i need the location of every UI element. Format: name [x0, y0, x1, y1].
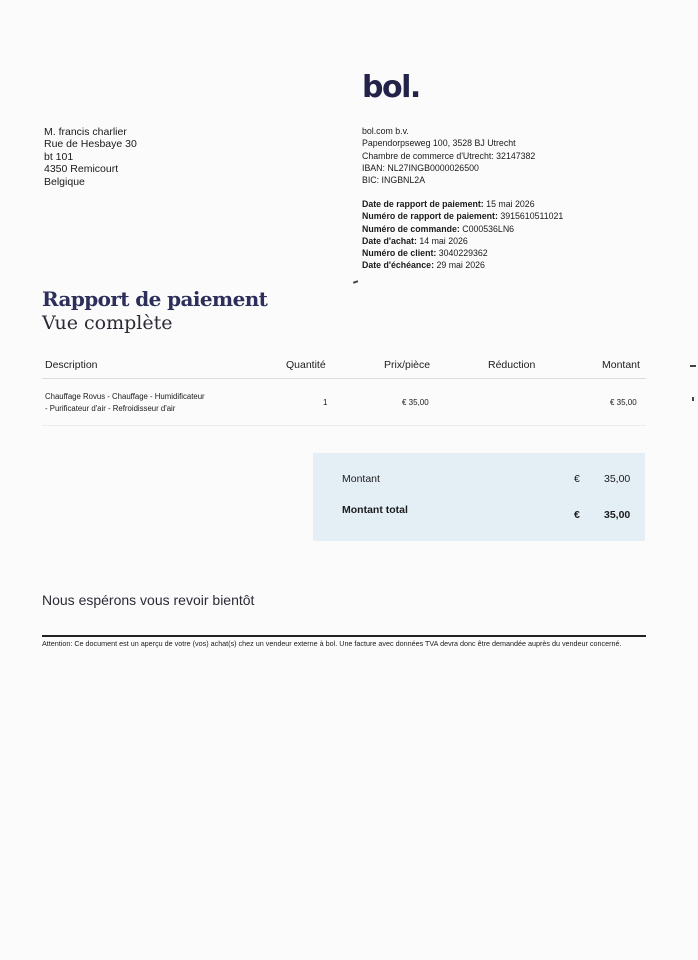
meta-label: Numéro de commande: — [362, 223, 460, 234]
meta-value: 3040229362 — [438, 248, 488, 259]
meta-label: Date d'échéance: — [362, 260, 435, 271]
scan-mark — [690, 365, 696, 367]
meta-value: 29 mai 2026 — [436, 260, 485, 271]
meta-value: 14 mai 2026 — [419, 235, 468, 246]
header-discount: Réduction — [488, 359, 536, 371]
company-line: BIC: INGBNL2A — [362, 175, 426, 186]
company-line: Papendorpseweg 100, 3528 BJ Utrecht — [362, 138, 516, 149]
meta-row — [362, 223, 563, 235]
page-title: Rapport de paiement — [42, 287, 268, 311]
company-line: IBAN: NL27INGB0000026500 — [362, 162, 479, 173]
description-line: - Purificateur d'air - Refroidisseur d'air — [45, 404, 176, 414]
scan-mark — [692, 397, 694, 401]
meta-label: Date d'achat: — [362, 235, 417, 246]
recipient-line: Rue de Hesbaye 30 — [44, 138, 137, 151]
meta-value: 3915610511021 — [500, 211, 564, 222]
meta-row — [362, 198, 563, 210]
recipient-address — [44, 126, 137, 188]
company-line: bol.com b.v. — [362, 126, 409, 136]
meta-value: C000536LN6 — [462, 223, 515, 234]
item-description — [45, 391, 205, 415]
amount-currency: € — [574, 473, 580, 485]
total-label: Montant total — [342, 504, 408, 516]
meta-label: Numéro de rapport de paiement: — [362, 211, 498, 222]
report-meta — [362, 198, 563, 272]
item-amount: € 35,00 — [610, 398, 637, 407]
table-header-divider — [42, 378, 646, 379]
footer-note: Attention: Ce document est un aperçu de votre (vos) achat(s) chez un vendeur externe à bol. Une facture avec données TVA devra donc être demandée auprès du vendeur concerné. — [42, 639, 622, 648]
total-value: 35,00 — [604, 509, 631, 521]
bol-logo: bol. — [362, 70, 420, 105]
amount-label: Montant — [342, 473, 380, 485]
meta-value: 15 mai 2026 — [486, 199, 535, 209]
recipient-line: M. francis charlier — [44, 126, 127, 138]
header-amount: Montant — [602, 359, 640, 371]
recipient-line: Belgique — [44, 175, 85, 188]
recipient-line: bt 101 — [44, 150, 74, 163]
totals-box — [313, 453, 645, 541]
page-subtitle: Vue complète — [42, 312, 173, 334]
item-unit-price: € 35,00 — [402, 398, 429, 407]
scan-mark — [353, 280, 358, 283]
amount-value: 35,00 — [604, 473, 631, 485]
recipient-line: 4350 Remicourt — [44, 163, 119, 176]
meta-label: Numéro de client: — [362, 248, 437, 259]
company-line: Chambre de commerce d'Utrecht: 32147382 — [362, 150, 536, 161]
meta-row — [362, 259, 563, 271]
meta-row — [362, 235, 563, 247]
total-currency: € — [574, 509, 580, 521]
header-unit-price: Prix/pièce — [384, 359, 431, 371]
company-info — [362, 125, 535, 186]
closing-message: Nous espérons vous revoir bientôt — [42, 592, 255, 608]
meta-row — [362, 247, 563, 259]
table-row-divider — [42, 425, 646, 426]
description-line: Chauffage Rovus - Chauffage - Humidificateur — [45, 392, 205, 401]
meta-row — [362, 210, 563, 222]
header-quantity: Quantité — [286, 359, 326, 371]
meta-label: Date de rapport de paiement: — [362, 199, 484, 209]
footer-divider — [42, 635, 646, 637]
item-quantity: 1 — [323, 398, 328, 407]
header-description: Description — [45, 359, 98, 371]
